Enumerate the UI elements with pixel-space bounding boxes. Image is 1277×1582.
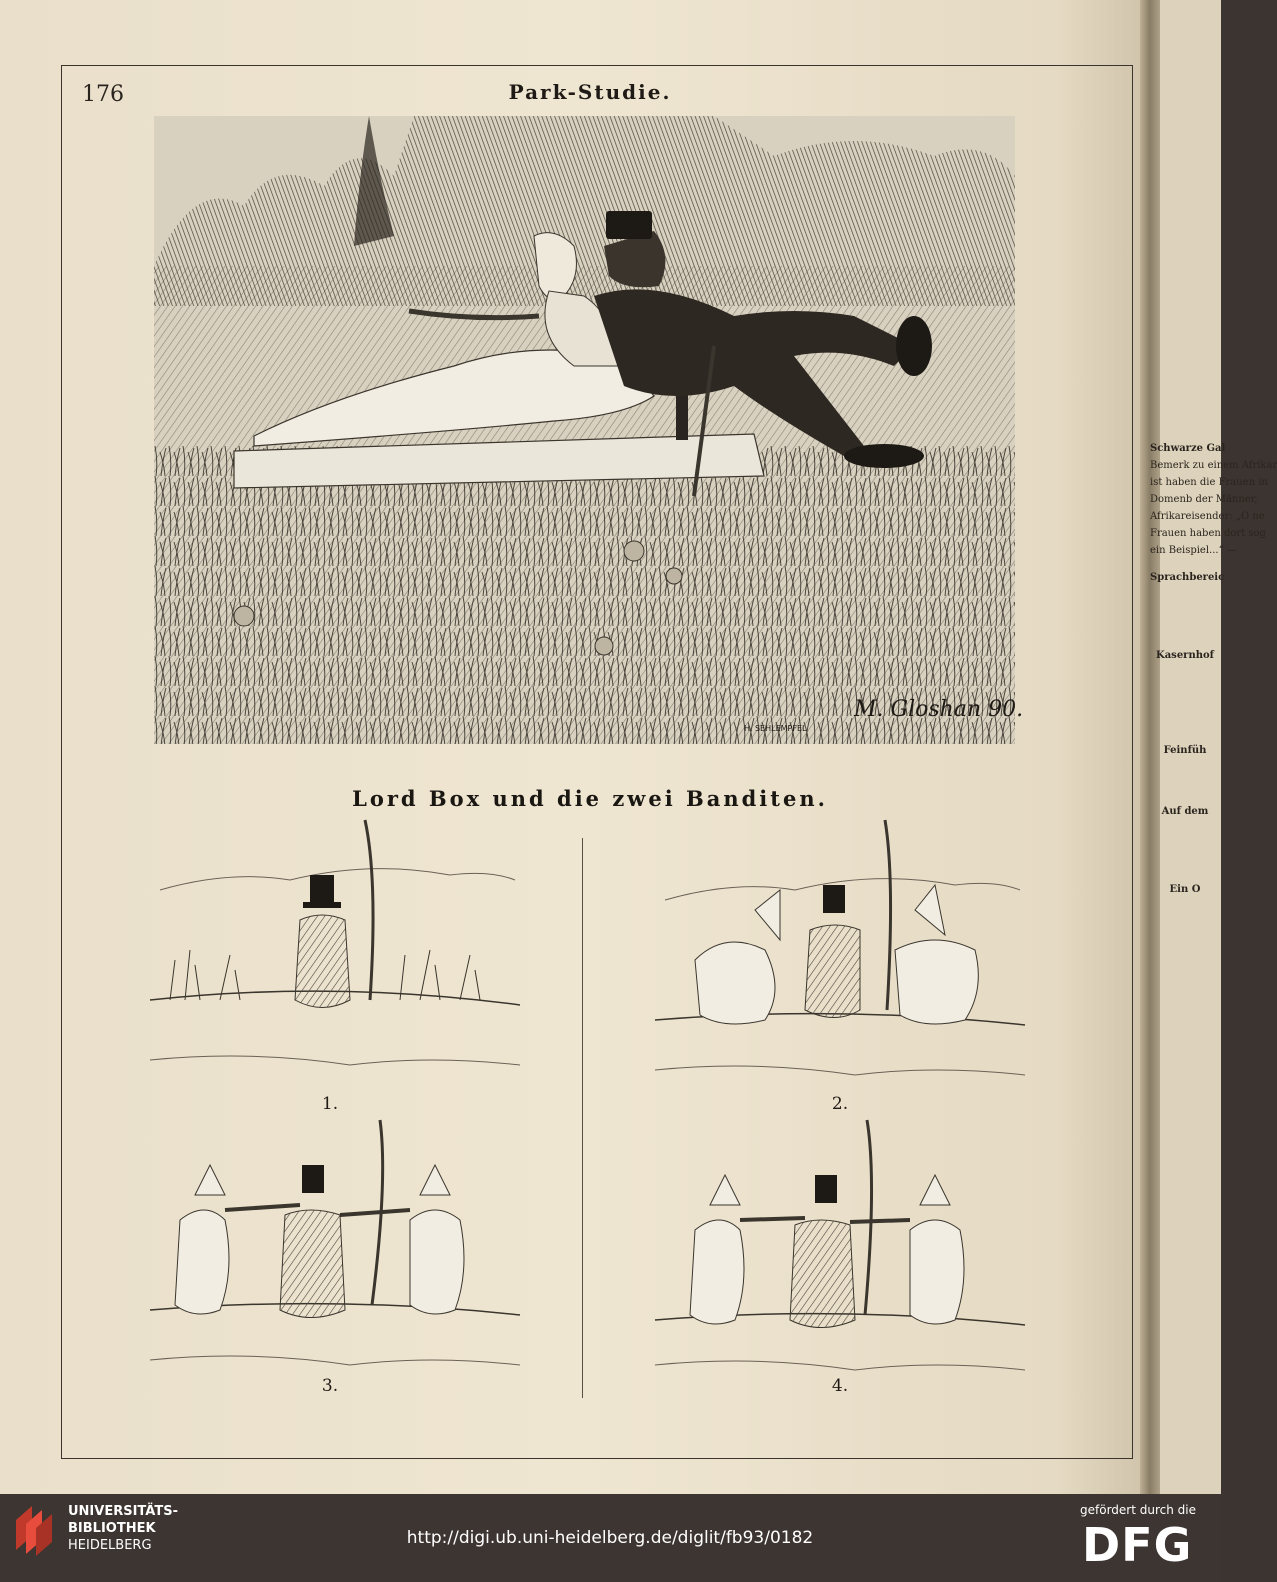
adjacent-heading-4: Feinfüh xyxy=(1163,745,1207,756)
adjacent-heading-5: Auf dem xyxy=(1161,806,1209,817)
adjacent-line-5: Frauen haben dort sog xyxy=(1150,528,1266,539)
adjacent-line-6: ein Beispiel...“ — xyxy=(1150,545,1237,556)
dfg-logo[interactable]: DFG xyxy=(1082,1518,1193,1572)
adjacent-line-3: Domenb der Männer, xyxy=(1150,494,1258,505)
engraver-mark: H. SEHLEMPFEL xyxy=(744,724,807,733)
adjacent-line-4: Afrikareisender: „O ne xyxy=(1150,511,1265,522)
section-title: Lord Box und die zwei Banditen. xyxy=(352,786,828,811)
comic-panel-1 xyxy=(150,820,520,1060)
running-title: Park-Studie. xyxy=(508,80,672,104)
panel-caption-1: 1. xyxy=(321,1094,339,1114)
main-illustration xyxy=(154,116,1024,744)
permalink-url[interactable]: http://digi.ub.uni-heidelberg.de/diglit/fb93/0182 xyxy=(406,1528,814,1548)
adjacent-heading-6: Ein O xyxy=(1169,884,1201,895)
adjacent-line-1: Bemerk zu einem Afrikar xyxy=(1150,460,1277,471)
comic-panel-4 xyxy=(655,1120,1025,1360)
adjacent-page-text xyxy=(1150,430,1277,898)
panel-caption-3: 3. xyxy=(321,1376,339,1396)
comic-panel-2 xyxy=(655,820,1025,1060)
adjacent-heading-2: Sprachbereic xyxy=(1150,572,1225,583)
panel-caption-2: 2. xyxy=(831,1094,849,1114)
comic-panel-3 xyxy=(150,1120,520,1360)
library-name-line-3: HEIDELBERG xyxy=(68,1538,152,1553)
library-name-line-2: BIBLIOTHEK xyxy=(68,1521,156,1536)
panel-caption-4: 4. xyxy=(831,1376,849,1396)
page-number: 176 xyxy=(82,82,124,107)
adjacent-line-2: ist haben die Frauen in xyxy=(1150,477,1268,488)
adjacent-heading-1: Schwarze Gal xyxy=(1150,443,1226,454)
library-name-line-1: UNIVERSITÄTS- xyxy=(68,1504,178,1519)
artist-signature: M. Gloshan 90. xyxy=(854,697,1024,722)
panel-divider xyxy=(582,838,583,1398)
funded-by-label: gefördert durch die xyxy=(1080,1503,1196,1517)
adjacent-heading-3: Kasernhof xyxy=(1156,650,1214,661)
library-name[interactable] xyxy=(68,1503,178,1554)
library-logo-icon[interactable] xyxy=(10,1500,60,1556)
